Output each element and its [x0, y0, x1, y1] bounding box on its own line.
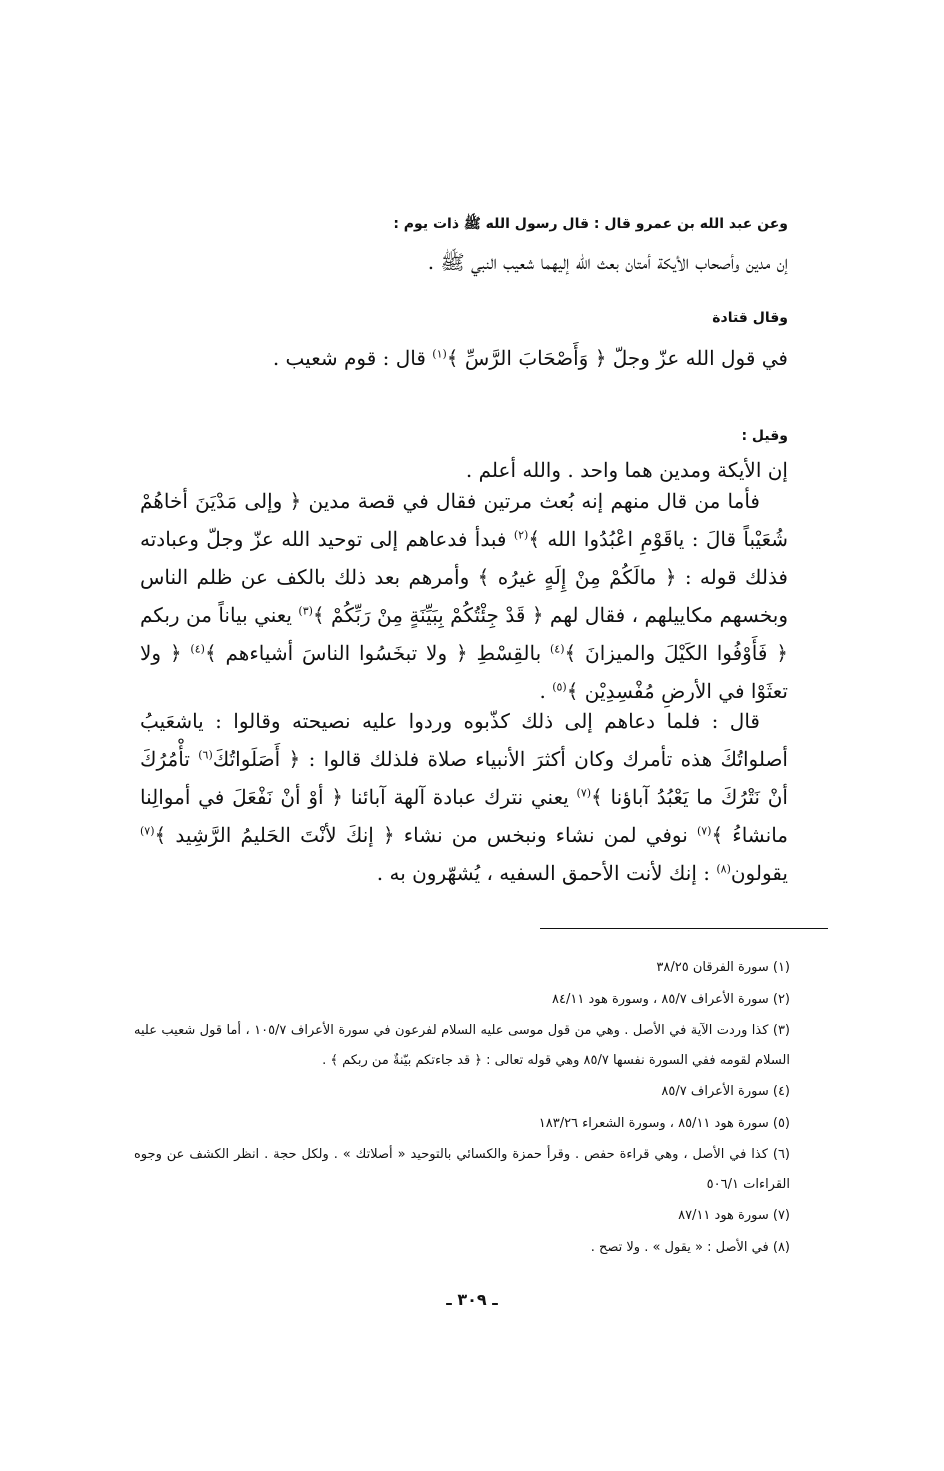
para1-text-1: فأما من قال منهم إنه بُعث مرتين فقال في قصة مدين ﴿ وإلى مَدْيَنَ أخاهُمْ شُعَيْباً قالَ : ياقَوْمِ اعْبُدُوا الله ﴾ — [140, 489, 788, 551]
footnote-3: (٣) كذا وردت الآية في الأصل . وهي من قول موسى عليه السلام لفرعون في سورة الأعراف ١٠٥/٧ ، أما قول شعيب عليه السلام لقومه ففي السورة نفسها ٨٥/٧ وهي قوله تعالى : ﴿ قد جاءتكم بيّنةٌ من ربكم ﴾ . — [134, 1023, 790, 1068]
footnote-7: (٧) سورة هود ٨٧/١١ — [678, 1208, 790, 1223]
hadith-text: إن مدين وأصحاب الأيكة أمتان بعث الله إليهما شعيب النبي ﷺ . — [427, 250, 788, 274]
footnote-ref: (٣) — [298, 604, 313, 618]
para2-text-4: نوفي لمن نشاء ونبخس من نشاء ﴿ إنكَ لأنْتَ الحَليمُ الرَّشِيد ﴾ — [154, 823, 697, 847]
para1-text-3: يعني بياناً من ربكم ﴿ فَأَوْفُوا الكَيْلَ والميزانَ ﴾ — [140, 603, 788, 665]
para1-text-6: . — [539, 679, 553, 703]
para1-text-2: فبدأ فدعاهم إلى توحيد الله عزّ وجلّ وعبادته فذلك قوله : ﴿ مالَكُمْ مِنْ إِلَهٍ غيرُه ﴾ وأمرهم بعد ذلك بالكف عن ظلم الناس وبخسهم مكاييلهم ، فقال لهم ﴿ قَدْ جِئْتُكُمْ بِبَيِّنَةٍ مِنْ رَبِّكُمْ ﴾ — [140, 527, 788, 627]
footnote-1: (١) سورة الفرقان ٣٨/٢٥ — [656, 960, 790, 975]
footnote-ref: (٦) — [198, 748, 213, 762]
footnote-ref: (٧) — [696, 824, 712, 838]
hadith-block — [140, 214, 788, 278]
para2-text-6: : إنك لأنت الأحمق السفيه ، يُشهّرون به . — [376, 861, 717, 885]
footnote-2: (٢) سورة الأعراف ٨٥/٧ ، وسورة هود ٨٤/١١ — [552, 992, 790, 1007]
para2-text-2: تأْمُرُكَ أنْ نَتْرُكَ ما يَعْبُدُ آباؤنا ﴾ — [140, 747, 788, 809]
para1-text-5: ﴿ ولا تعثَوْا في الأرضِ مُفْسِدِيْن ﴾ — [140, 641, 788, 703]
qatada-answer: قال : قوم شعيب . — [272, 346, 433, 370]
para2-text-5: يقولون — [730, 861, 788, 885]
footnotes — [134, 952, 790, 1264]
footnote-ref: (١) — [432, 347, 447, 361]
footnote-ref: (٤) — [549, 642, 565, 656]
footnote-5: (٥) سورة هود ٨٥/١١ ، وسورة الشعراء ١٨٣/٢٦ — [538, 1116, 790, 1131]
para2-text-3: يعني نترك عبادة آلهة آبائنا ﴿ أوْ أنْ نَفْعَلَ في أموالِنا مانشاءُ ﴾ — [140, 785, 789, 847]
footnote-ref: (٢) — [513, 528, 529, 542]
qatada-text — [140, 342, 788, 374]
qatada-block — [140, 308, 788, 374]
qil-heading: وقيل : — [741, 428, 788, 444]
qatada-heading: وقال قتادة — [712, 310, 788, 326]
para1-text-4: بالقِسْطِ ﴿ ولا تبخَسُوا الناسَ أشياءهم ﴾ — [204, 641, 550, 665]
paragraph-two-missions — [140, 482, 788, 710]
page-number: ـ ٣٠٩ ـ — [446, 1290, 498, 1309]
paragraph-rejection — [140, 702, 788, 892]
para2-text-1: قال : فلما دعاهم إلى ذلك كذّبوه وردوا عليه نصيحته وقالوا : ياشعَيبُ أصلواتُكَ هذه تأمرك وكان أكثرَ الأنبياء صلاة فلذلك قالوا : ﴿ أَصَلَواتُكَ — [140, 709, 788, 771]
footnote-4: (٤) سورة الأعراف ٨٥/٧ — [661, 1084, 790, 1099]
qil-block — [140, 426, 788, 486]
footnote-ref: (٧) — [140, 824, 155, 838]
footnote-8: (٨) في الأصل : « يقول » . ولا تصح . — [590, 1240, 790, 1255]
footnote-ref: (٨) — [716, 862, 731, 876]
footnote-6: (٦) كذا في الأصل ، وهي قراءة حفص . وقرأ حمزة والكسائي بالتوحيد « أصلاتك » . ولكل حجة . انظر الكشف عن وجوه القراءات ٥٠٦/١ — [134, 1147, 790, 1192]
footnote-ref: (٧) — [576, 786, 592, 800]
footnote-separator — [540, 928, 828, 929]
hadith-narration-intro: وعن عبد الله بن عمرو قال : قال رسول الله ﷺ ذات يوم : — [393, 216, 788, 232]
qil-text: إن الأيكة ومدين هما واحد . والله أعلم . — [465, 458, 788, 482]
footnote-ref: (٤) — [190, 642, 205, 656]
footnote-ref: (٥) — [552, 680, 567, 694]
qatada-quote: في قول الله عزّ وجلّ ﴿ وَأَصْحَابَ الرَّسِّ ﴾ — [446, 346, 788, 370]
